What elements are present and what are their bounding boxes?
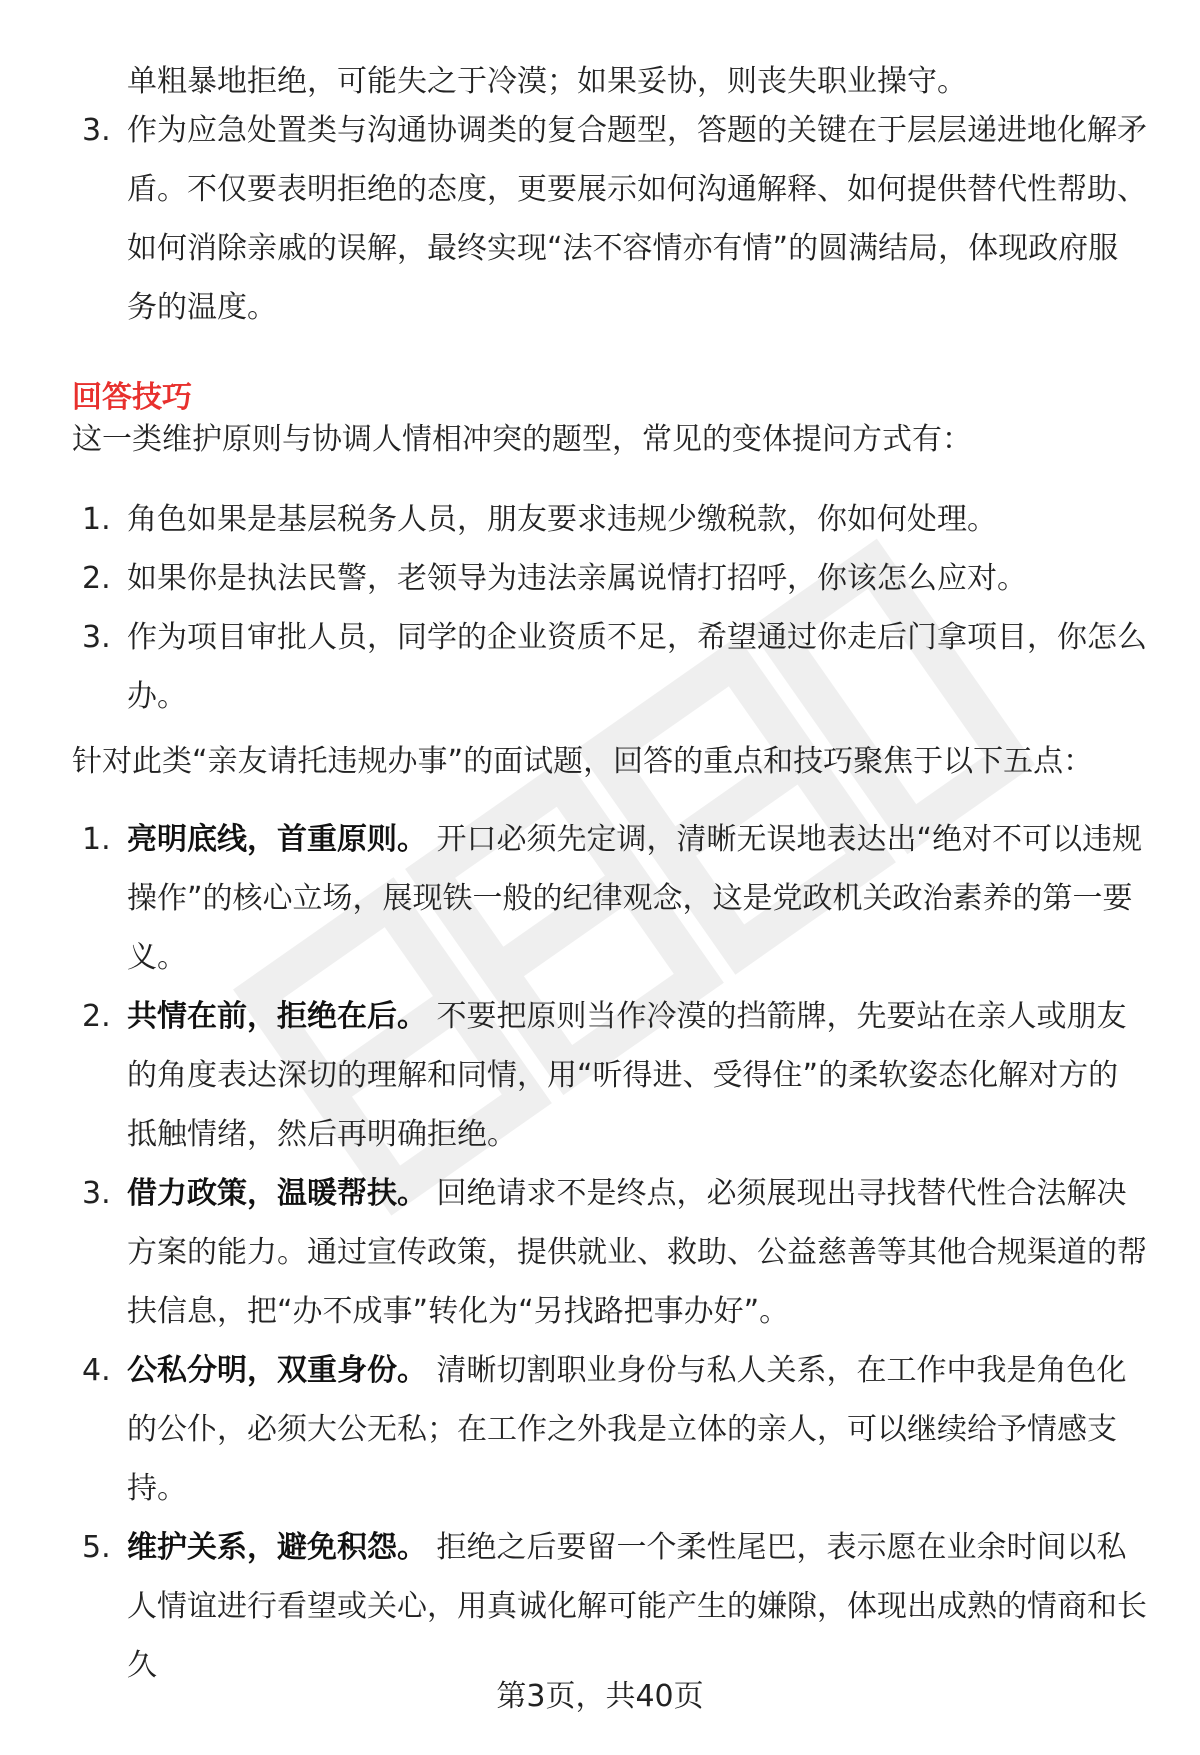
list-item xyxy=(72,549,1152,608)
list-item-number: 4. xyxy=(82,1353,111,1388)
list-item-number: 3. xyxy=(82,1176,111,1211)
tip-title: 亮明底线，首重原则。 xyxy=(127,822,427,857)
list-item-number: 1. xyxy=(82,502,111,537)
list-item-number: 1. xyxy=(82,822,111,857)
tip-text: 不要把原则当作冷漠的挡箭牌，先要站在亲人或朋友的角度表达深切的理解和同情，用“听得进、受得住”的柔软姿态化解对方的抵触情绪，然后再明确拒绝。 xyxy=(127,999,1127,1152)
tip-title: 维护关系，避免积怨。 xyxy=(127,1530,427,1565)
list-item xyxy=(72,1341,1152,1518)
list-item xyxy=(72,1164,1152,1341)
tip-text: 开口必须先定调，清晰无误地表达出“绝对不可以违规操作”的核心立场，展现铁一般的纪律观念，这是党政机关政治素养的第一要义。 xyxy=(127,822,1143,975)
list-item xyxy=(72,608,1152,726)
tip-text: 拒绝之后要留一个柔性尾巴，表示愿在业余时间以私人情谊进行看望或关心，用真诚化解可能产生的嫌隙，体现出成熟的情商和长久 xyxy=(127,1530,1147,1683)
list-item-text: 作为项目审批人员，同学的企业资质不足，希望通过你走后门拿项目，你怎么办。 xyxy=(127,620,1147,714)
list-item-number: 5. xyxy=(82,1530,111,1565)
list-item xyxy=(72,987,1152,1164)
tip-title: 借力政策，温暖帮扶。 xyxy=(127,1176,427,1211)
list-item xyxy=(72,810,1152,987)
tips-intro-paragraph: 针对此类“亲友请托违规办事”的面试题，回答的重点和技巧聚焦于以下五点： xyxy=(72,744,1094,779)
tips-list xyxy=(72,810,1152,1695)
list-item xyxy=(72,101,1152,337)
continued-paragraph-line: 单粗暴地拒绝，可能失之于冷漠；如果妥协，则丧失职业操守。 xyxy=(127,64,967,99)
list-item-text: 角色如果是基层税务人员，朋友要求违规少缴税款，你如何处理。 xyxy=(127,502,997,537)
tip-title: 共情在前，拒绝在后。 xyxy=(127,999,427,1034)
list-item-number: 2. xyxy=(82,561,111,596)
list-item xyxy=(72,490,1152,549)
section-heading: 回答技巧 xyxy=(72,380,192,415)
list-item-number: 3. xyxy=(82,620,111,655)
page-number-footer: 第3页，共40页 xyxy=(496,1679,704,1714)
intro-paragraph: 这一类维护原则与协调人情相冲突的题型，常见的变体提问方式有： xyxy=(72,422,972,457)
tip-title: 公私分明，双重身份。 xyxy=(127,1353,427,1388)
list-item-text: 作为应急处置类与沟通协调类的复合题型，答题的关键在于层层递进地化解矛盾。不仅要表明拒绝的态度，更要展示如何沟通解释、如何提供替代性帮助、如何消除亲戚的误解，最终实现“法不容情亦有情”的圆满结局，体现政府服务的温度。 xyxy=(127,113,1147,325)
analysis-list xyxy=(72,101,1152,337)
list-item xyxy=(72,1518,1152,1695)
tip-text: 回绝请求不是终点，必须展现出寻找替代性合法解决方案的能力。通过宣传政策，提供就业、救助、公益慈善等其他合规渠道的帮扶信息，把“办不成事”转化为“另找路把事办好”。 xyxy=(127,1176,1147,1329)
list-item-number: 2. xyxy=(82,999,111,1034)
variant-question-list xyxy=(72,490,1152,726)
list-item-number: 3. xyxy=(82,113,111,148)
tip-text: 清晰切割职业身份与私人关系，在工作中我是角色化的公仆，必须大公无私；在工作之外我是立体的亲人，可以继续给予情感支持。 xyxy=(127,1353,1127,1506)
list-item-text: 如果你是执法民警，老领导为违法亲属说情打招呼，你该怎么应对。 xyxy=(127,561,1027,596)
